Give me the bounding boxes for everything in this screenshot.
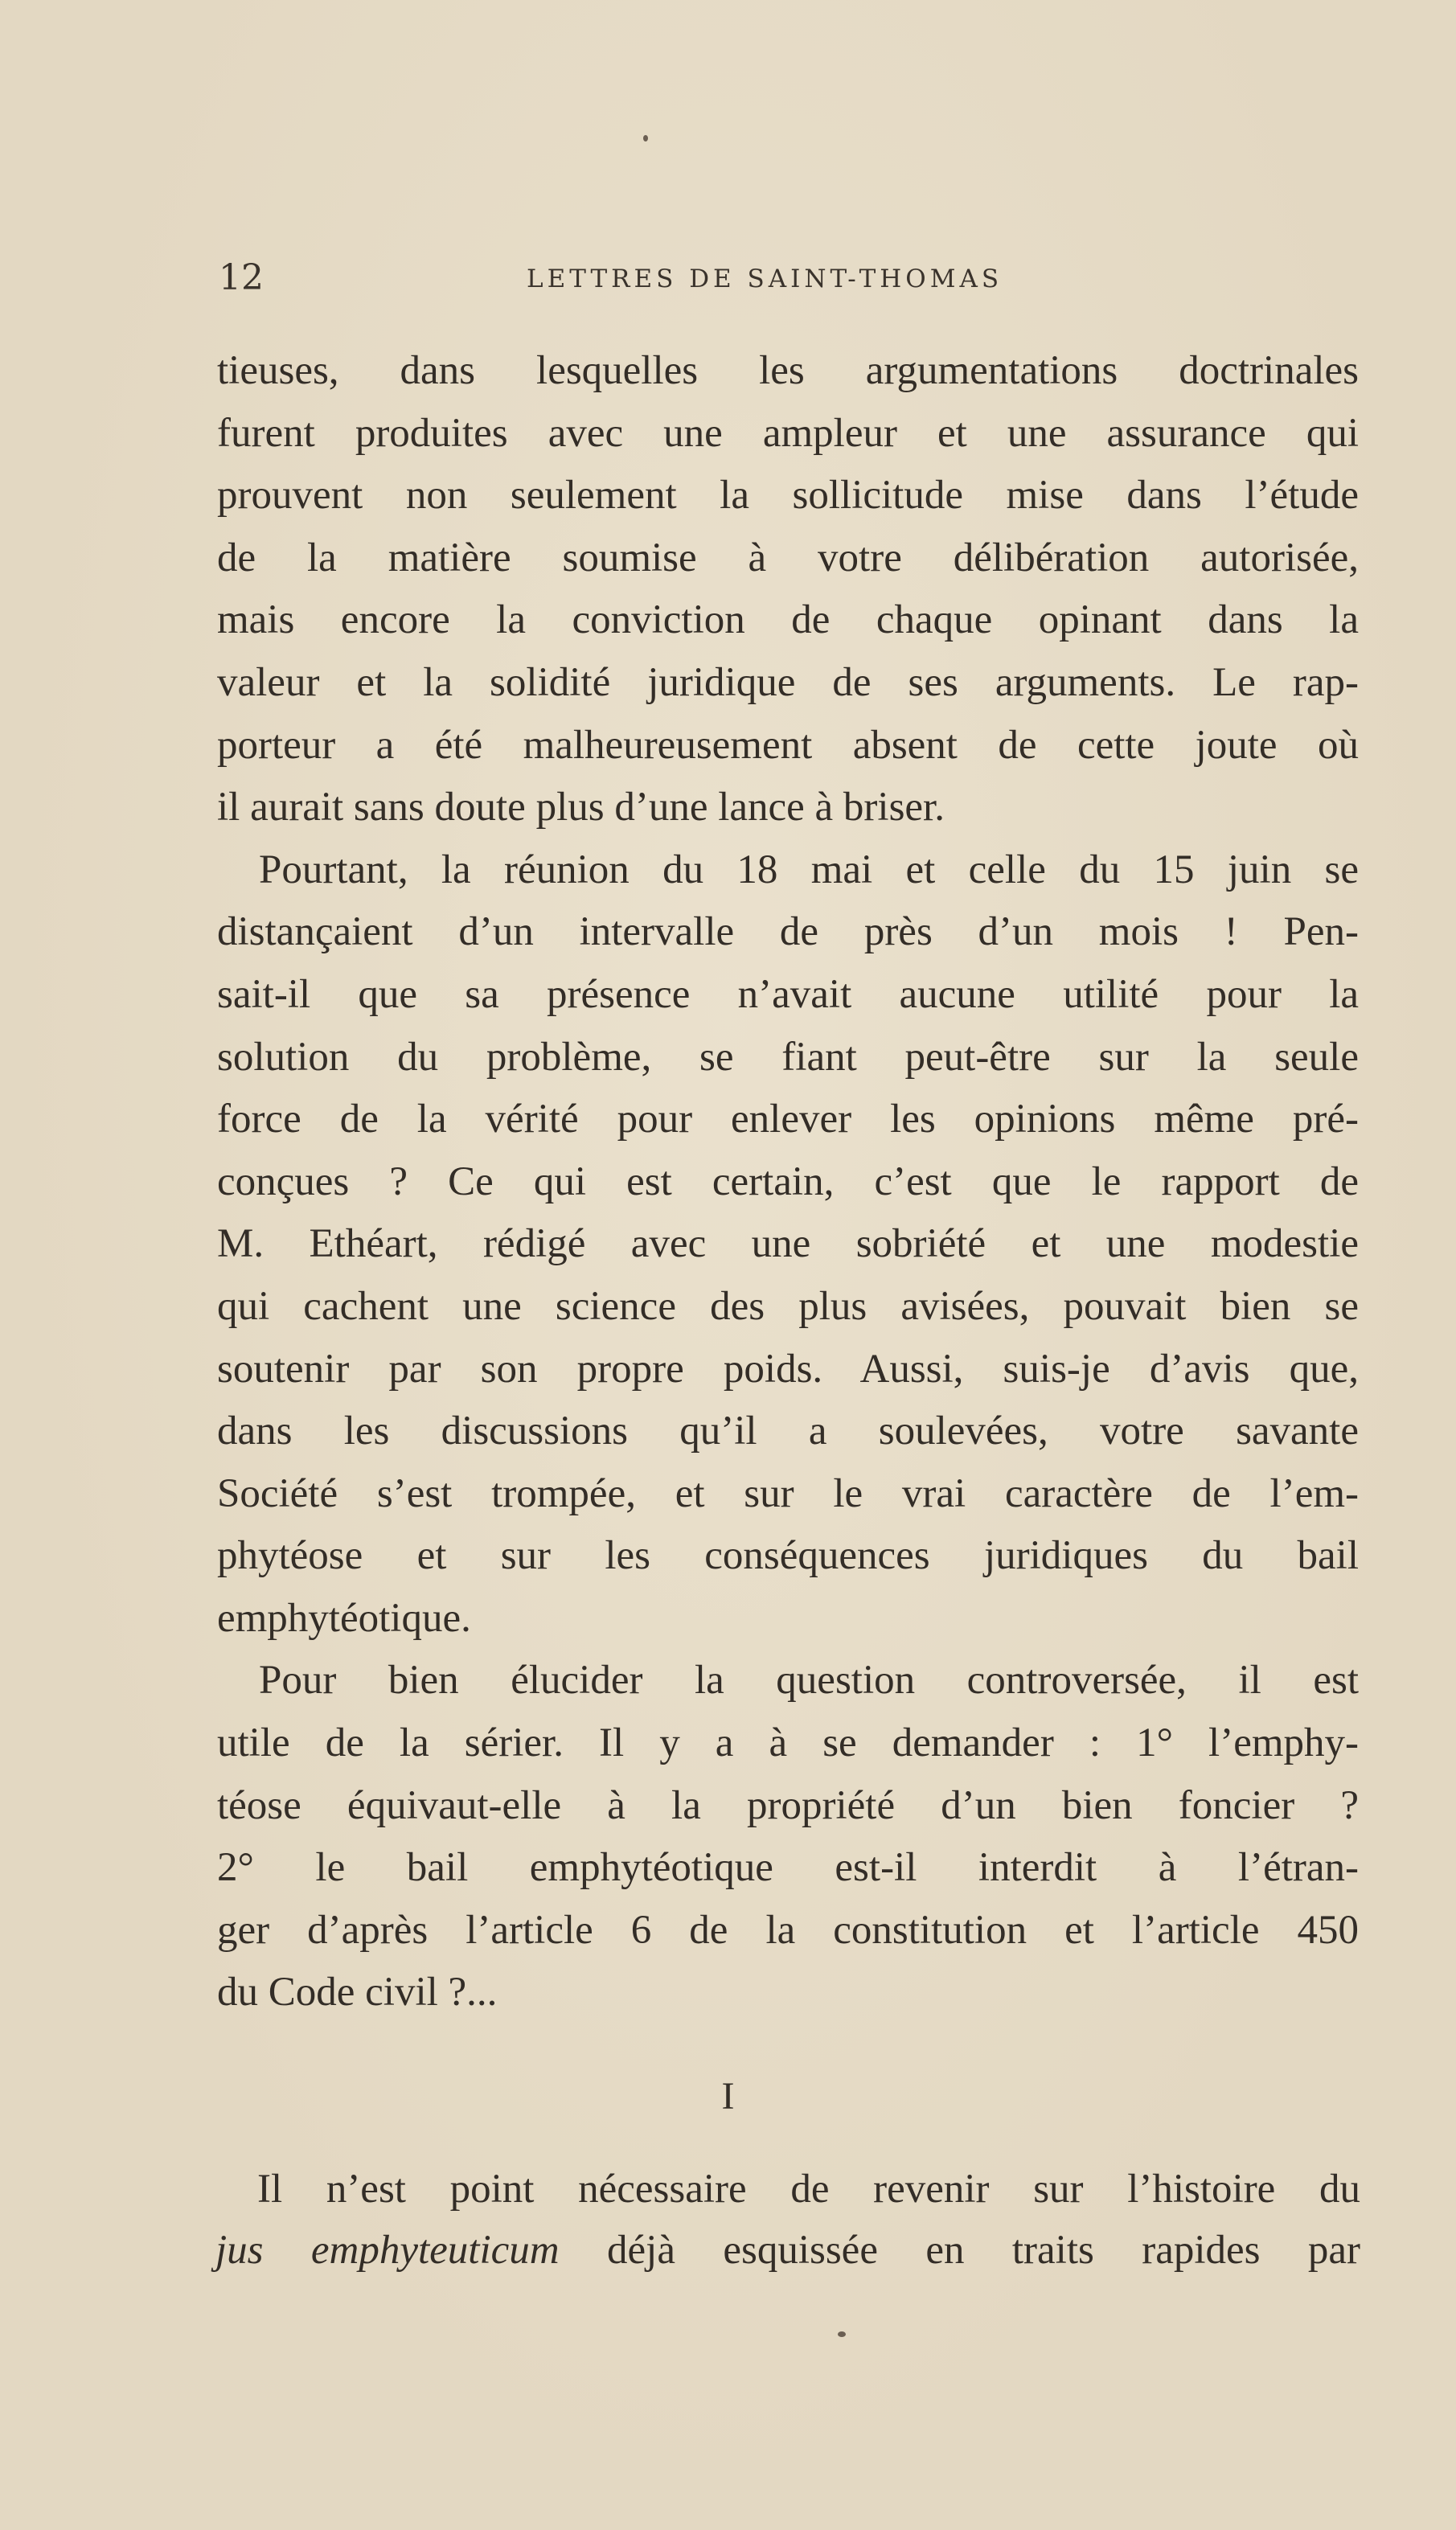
text-line: du Code civil ?...	[217, 1970, 498, 2015]
page-header	[219, 256, 1360, 301]
ink-speck	[838, 2331, 846, 2337]
paragraph-start: Pour bien élucider la question controversée, il est	[259, 1658, 1359, 1704]
text-line	[215, 2220, 1360, 2281]
paragraph-start: Il n’est point nécessaire de revenir sur l’histoire du	[257, 2167, 1360, 2212]
text-line: dans les discussions qu’il a soulevées, votre savante	[217, 1409, 1359, 1454]
text-line: 2° le bail emphytéotique est-il interdit à l’étran-	[217, 1845, 1359, 1891]
text-line: furent produites avec une ampleur et une assurance qui	[217, 410, 1359, 456]
text-line: M. Ethéart, rédigé avec une sobriété et une modestie	[217, 1221, 1359, 1267]
running-title: LETTRES DE SAINT-THOMAS	[527, 264, 1003, 293]
text-line: prouvent non seulement la sollicitude mise dans l’étude	[217, 473, 1359, 519]
text-line: emphytéotique.	[217, 1595, 471, 1641]
latin-term: jus emphyteuticum	[215, 2228, 560, 2273]
text-line: mais encore la conviction de chaque opinant dans la	[217, 597, 1359, 643]
text-line: solution du problème, se fiant peut-être sur la seule	[217, 1034, 1359, 1080]
text-line: utile de la sérier. Il y a à se demander : 1° l’emphy-	[217, 1720, 1359, 1766]
paragraph-start: Pourtant, la réunion du 18 mai et celle du 15 juin se	[259, 847, 1359, 892]
page-number: 12	[219, 257, 264, 298]
text-line: ger d’après l’article 6 de la constitution et l’article 450	[217, 1907, 1359, 1953]
ink-speck	[643, 135, 648, 141]
text-line: de la matière soumise à votre délibération autorisée,	[217, 535, 1359, 580]
text-line: tieuses, dans lesquelles les argumentations doctrinales	[217, 348, 1359, 393]
text-line: conçues ? Ce qui est certain, c’est que le rapport de	[217, 1158, 1359, 1204]
text-line-rest: déjà esquissée en traits rapides par	[559, 2228, 1360, 2273]
main-text	[217, 340, 1359, 2024]
text-line: qui cachent une science des plus avisées, pouvait bien se	[217, 1283, 1359, 1329]
text-line: Société s’est trompée, et sur le vrai caractère de l’em-	[217, 1470, 1359, 1516]
text-line: téose équivaut-elle à la propriété d’un bien foncier ?	[217, 1782, 1359, 1828]
text-line: porteur a été malheureusement absent de cette joute où	[217, 722, 1359, 768]
text-line: soutenir par son propre poids. Aussi, suis-je d’avis que,	[217, 1346, 1359, 1392]
text-line: distançaient d’un intervalle de près d’un mois ! Pen-	[217, 909, 1359, 955]
text-line: valeur et la solidité juridique de ses arguments. Le rap-	[217, 659, 1359, 705]
section-text	[215, 2159, 1360, 2281]
text-line: sait-il que sa présence n’avait aucune utilité pour la	[217, 971, 1359, 1017]
text-line: force de la vérité pour enlever les opinions même pré-	[217, 1097, 1359, 1142]
text-line: phytéose et sur les conséquences juridiques du bail	[217, 1533, 1359, 1579]
section-heading: I	[721, 2075, 735, 2118]
text-line: il aurait sans doute plus d’une lance à briser.	[217, 785, 945, 830]
